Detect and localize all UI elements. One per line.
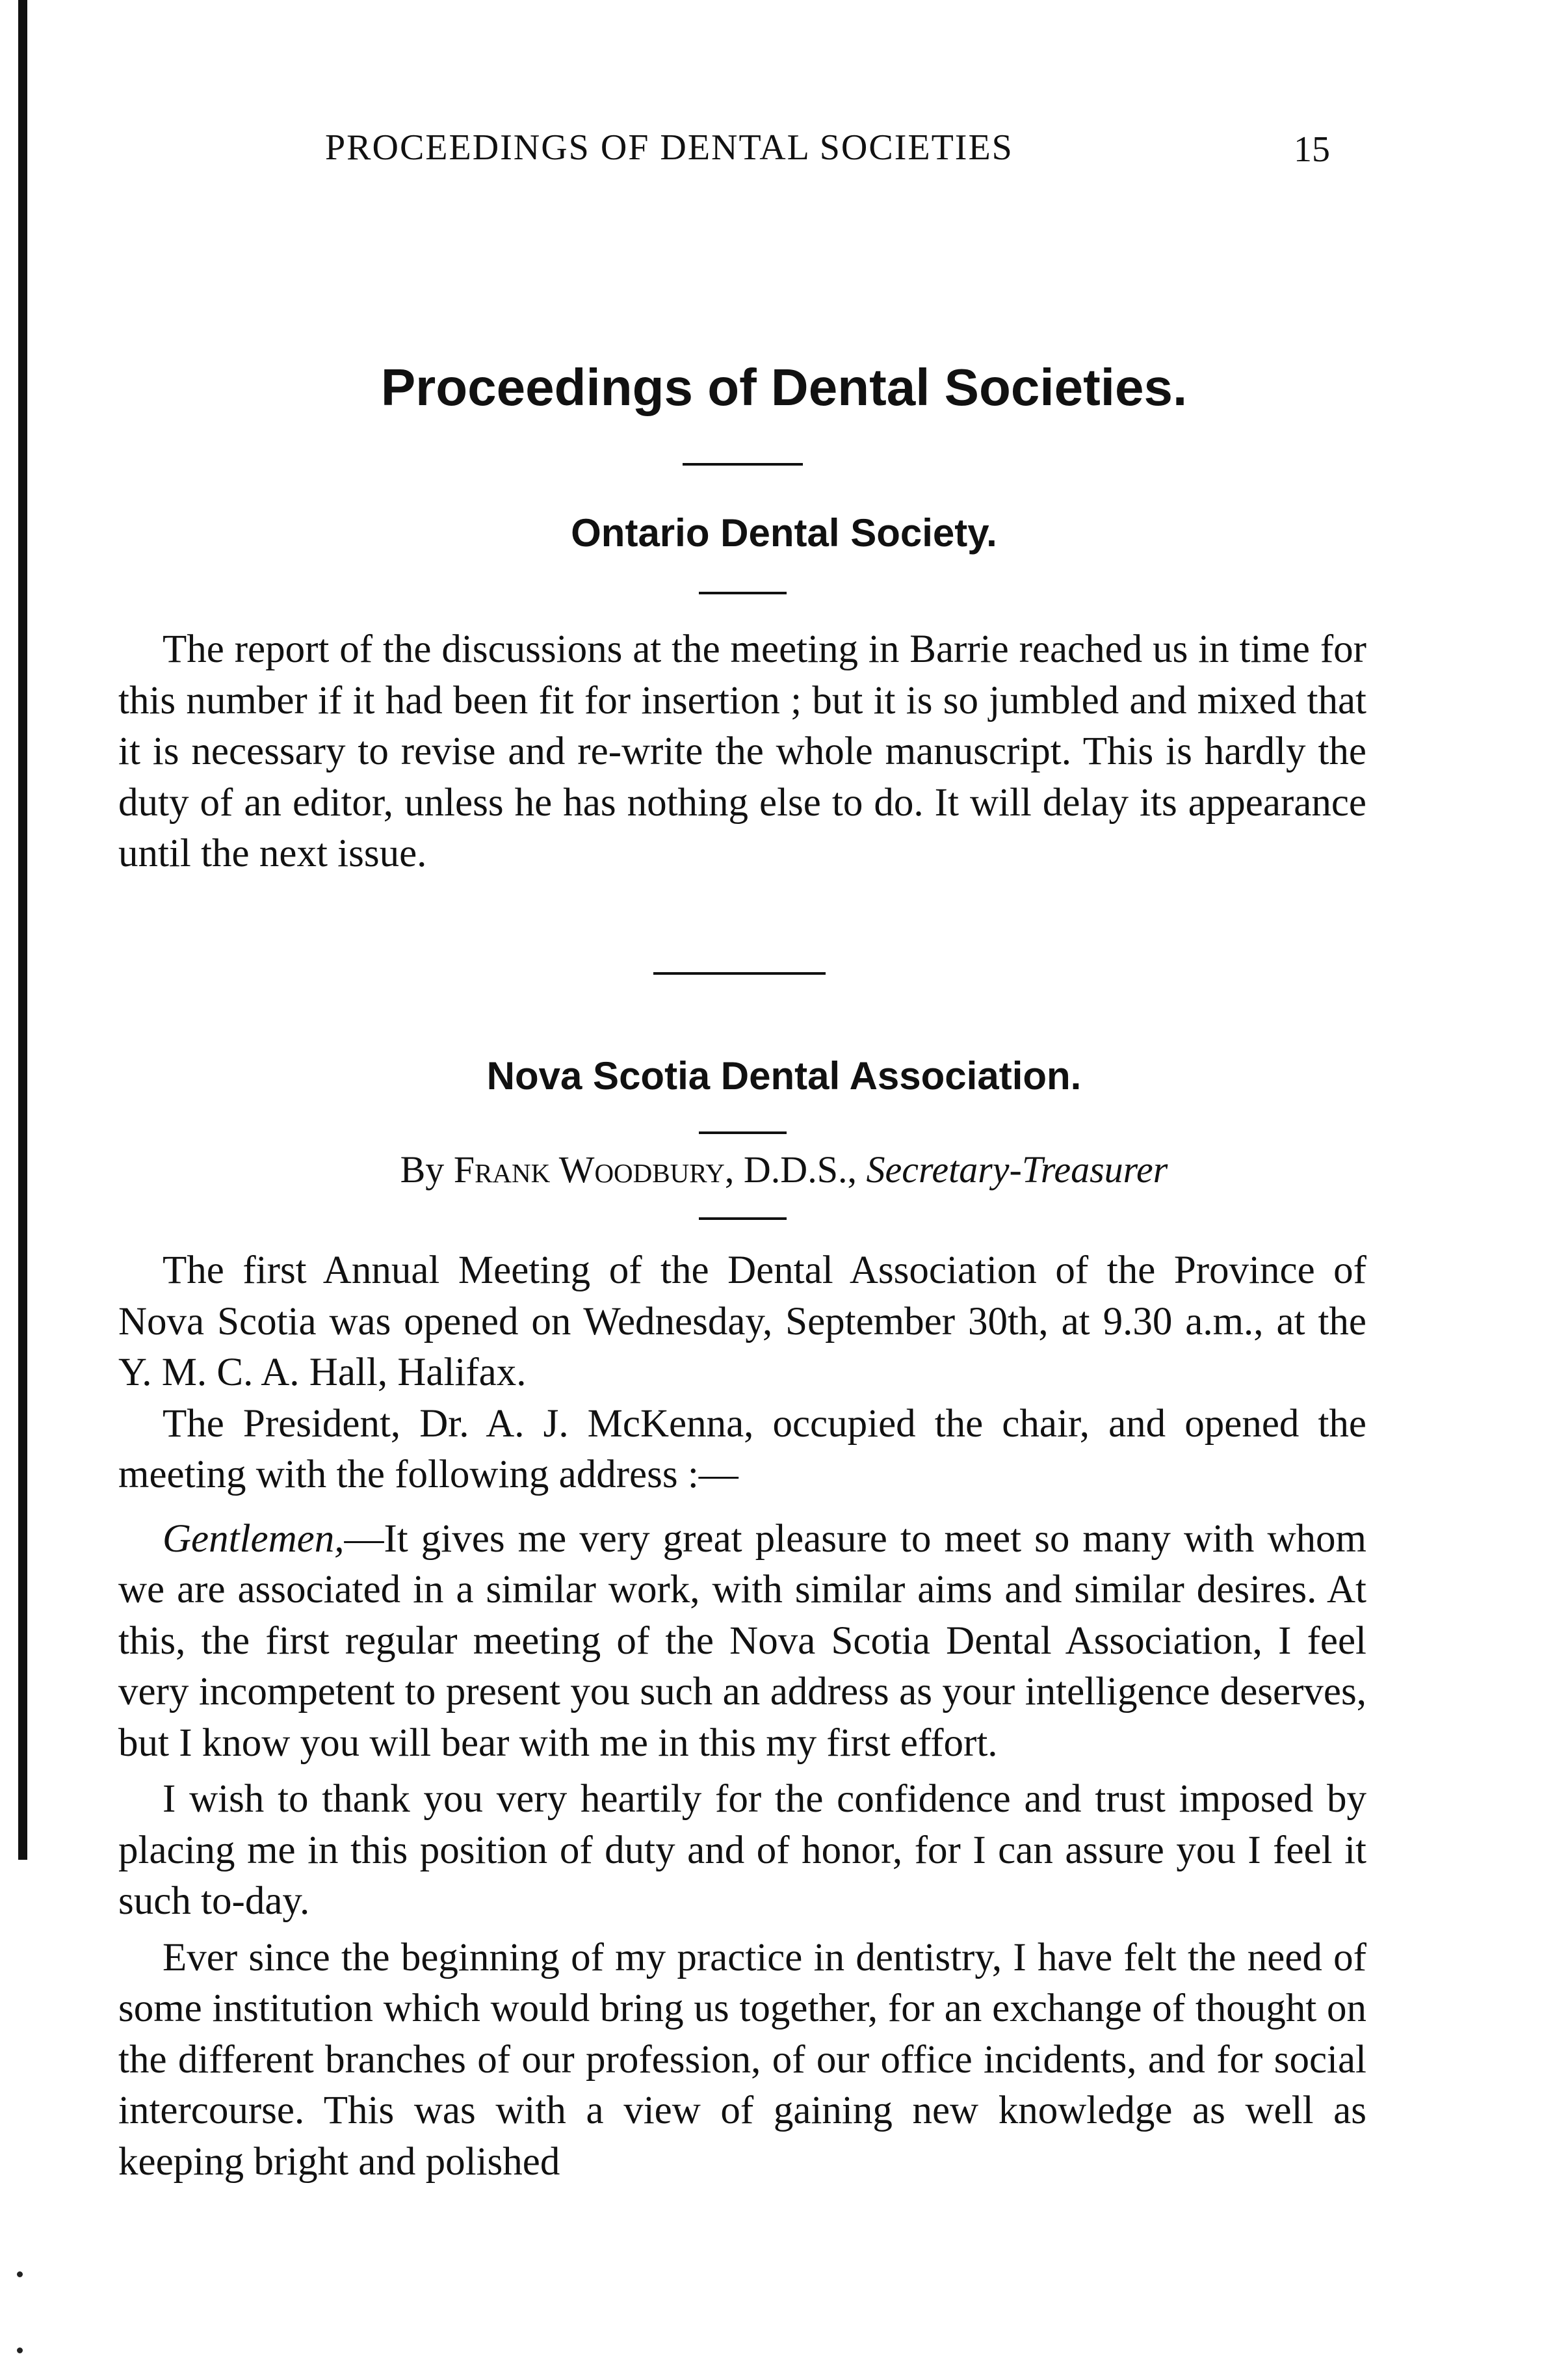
byline-prefix: By: [400, 1148, 445, 1191]
address-paragraph: Ever since the beginning of my practice in dentistry, I have felt the need of some institution which would bring us together, for an exchange of thought on the different branches of our profession, of our office incidents, and for social intercourse. This was with a view of gaining new knowledge as well as keeping bright and polished: [118, 1935, 1366, 2184]
scan-speck: [17, 2347, 23, 2353]
ontario-rule: [699, 592, 787, 594]
byline-author: Frank Woodbury: [453, 1148, 725, 1191]
ontario-report: [118, 624, 1366, 880]
meeting-paragraph: The first Annual Meeting of the Dental Association of the Province of Nova Scotia was opened on Wednesday, September 30th, at 9.30 a.m., at the Y. M. C. A. Hall, Halifax.: [118, 1249, 1366, 1394]
byline: [0, 1148, 1568, 1191]
byline-rule: [699, 1217, 787, 1220]
nova-scotia-body: [118, 1245, 1366, 2188]
address-salutation: Gentlemen,: [163, 1516, 345, 1561]
ontario-paragraph: The report of the discussions at the meeting in Barrie reached us in time for this number if it had been fit for insertion ; but it is so jumbled and mixed that it is necessary to revise and re-write the whole manuscript. This is hardly the duty of an editor, unless he has nothing else to do. It will delay its appearance until the next issue.: [118, 628, 1366, 875]
address-paragraph: I wish to thank you very heartily for the confidence and trust imposed by placing me in this position of duty and of honor, for I can assure you I feel it such to-day.: [118, 1777, 1366, 1923]
running-head: PROCEEDINGS OF DENTAL SOCIETIES: [325, 127, 1013, 168]
address-paragraph: [118, 1514, 1366, 1769]
page-title: Proceedings of Dental Societies.: [380, 358, 1188, 416]
nova-scotia-heading: Nova Scotia Dental Association.: [486, 1054, 1082, 1098]
section-divider: [653, 972, 826, 975]
address-opening: —It gives me very great pleasure to meet so many with whom we are associated in a similar work, with similar aims and similar desires. At this, the first regular meeting of the Nova Scotia Dental Association, I feel very incompetent to present you such an address as your intelligence deserves, but I know you will bear with me in this my first effort.: [118, 1516, 1366, 1765]
nova-scotia-rule: [699, 1131, 787, 1134]
scan-speck: [17, 2271, 23, 2277]
byline-role: Secretary-Treasurer: [866, 1148, 1168, 1191]
page-number: 15: [1294, 129, 1330, 170]
title-rule: [683, 463, 803, 466]
president-paragraph: The President, Dr. A. J. McKenna, occupied the chair, and opened the meeting with the following address :—: [118, 1401, 1366, 1496]
ontario-heading: Ontario Dental Society.: [571, 511, 997, 555]
byline-degree: , D.D.S.,: [724, 1148, 857, 1191]
scan-edge-line: [18, 0, 27, 1860]
